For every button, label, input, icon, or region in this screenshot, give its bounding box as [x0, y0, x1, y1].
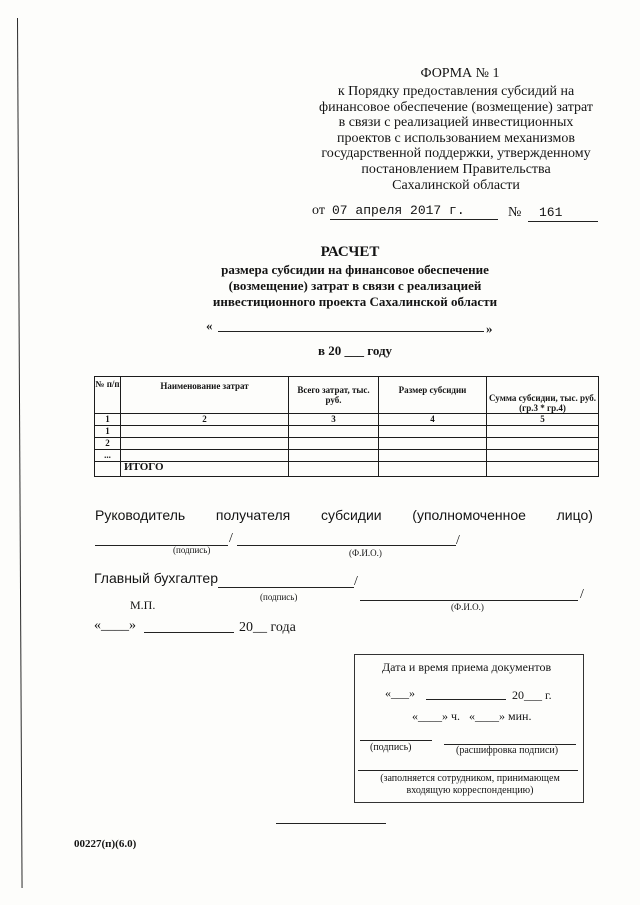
- appendix-line: в связи с реализацией инвестиционных: [338, 115, 574, 131]
- project-quote-close: »: [486, 321, 493, 336]
- column-number: 3: [289, 414, 379, 426]
- appendix-line: Сахалинской области: [392, 177, 520, 193]
- head-signature-caption: (подпись): [173, 545, 211, 555]
- table-row: [95, 426, 599, 438]
- column-number: 4: [379, 414, 487, 426]
- col-header-number: № п/п: [95, 377, 121, 414]
- table-header-row: [95, 377, 599, 414]
- receipt-signature-line: [360, 740, 432, 741]
- receipt-time-minutes: «____» мин.: [469, 709, 532, 723]
- form-number: ФОРМА № 1: [420, 66, 500, 81]
- head-label-word: субсидии: [320, 507, 382, 523]
- project-name-line: [218, 331, 484, 332]
- row-number: 2: [95, 438, 121, 450]
- appendix-line: постановлением Правительства: [361, 161, 551, 177]
- date-underline: [330, 219, 498, 220]
- column-number: 5: [487, 414, 599, 426]
- head-label-word: Руководитель: [95, 507, 186, 523]
- document-heading: РАСЧЕТ: [320, 244, 380, 260]
- stamp-place-label: М.П.: [130, 598, 156, 612]
- order-date: 07 апреля 2017 г.: [332, 203, 465, 218]
- receipt-note-line-text: входящую корреспонденцию): [406, 785, 534, 796]
- appendix-line: проектов с использованием механизмов: [337, 130, 575, 146]
- receipt-note-line: [358, 770, 578, 771]
- head-fio-caption: (Ф.И.О.): [349, 548, 382, 558]
- receipt-note: [360, 773, 580, 797]
- sign-date-year: 20__ года: [239, 620, 296, 635]
- col-header-subsidy-amount: Сумма субсидии, тыс. руб. (гр.3 * гр.4): [487, 377, 599, 414]
- accountant-label: Главный бухгалтер: [94, 570, 218, 586]
- subtitle-line: инвестиционного проекта Сахалинской области: [212, 294, 498, 309]
- head-label-word: (уполномоченное: [412, 507, 526, 523]
- accountant-fio-caption: (Ф.И.О.): [451, 602, 484, 612]
- document-subtitle: [160, 262, 550, 310]
- receipt-note-line-text: (заполняется сотрудником, принимающем: [380, 773, 560, 784]
- date-prefix: от: [312, 203, 325, 218]
- table-row: [95, 438, 599, 450]
- column-number: 1: [95, 414, 121, 426]
- form-code: 00227(п)(6.0): [74, 838, 137, 850]
- column-number: 2: [121, 414, 289, 426]
- column-number-row: [95, 414, 599, 426]
- head-label-word: получателя: [215, 507, 291, 523]
- number-sign: №: [508, 205, 522, 220]
- col-header-total: Всего затрат, тыс. руб.: [289, 377, 379, 414]
- head-fio-line: [237, 545, 456, 546]
- receipt-time-hours: «____» ч.: [412, 709, 461, 723]
- subtitle-line: размера субсидии на финансовое обеспечение: [221, 262, 489, 277]
- head-slash-end: /: [456, 533, 460, 548]
- accountant-fio-line: [360, 600, 578, 601]
- receipt-date-year: 20___ г.: [512, 688, 552, 702]
- accountant-slash-end: /: [580, 587, 584, 602]
- accountant-signature-caption: (подпись): [260, 592, 298, 602]
- receipt-title: Дата и время приема документов: [382, 660, 552, 674]
- year-line: в 20 ___ году: [317, 343, 393, 358]
- row-number: 1: [95, 426, 121, 438]
- total-label: ИТОГО: [121, 462, 289, 477]
- sign-date-month-line: [144, 632, 234, 633]
- receipt-date-open: «___»: [385, 686, 415, 700]
- order-number: 161: [539, 205, 563, 220]
- accountant-signature-line: [218, 587, 354, 588]
- col-header-subsidy-rate: Размер субсидии: [379, 377, 487, 414]
- head-slash: /: [229, 531, 233, 546]
- head-signature-label: [95, 507, 593, 523]
- receipt-date-month-line: [426, 699, 506, 700]
- scan-page-edge: [17, 18, 23, 888]
- receipt-decode-caption: (расшифровка подписи): [456, 745, 559, 756]
- sign-date-open: «____»: [94, 618, 136, 633]
- appendix-line: государственной поддержки, утвержденному: [321, 146, 591, 162]
- row-number: ...: [95, 450, 121, 462]
- total-row: [95, 462, 599, 477]
- number-underline: [528, 221, 598, 222]
- appendix-line: к Порядку предоставления субсидий на: [337, 84, 575, 99]
- subtitle-line: (возмещение) затрат в связи с реализацией: [228, 278, 482, 293]
- calculation-table: [94, 376, 599, 477]
- footer-rule: [276, 823, 386, 824]
- appendix-text: [306, 84, 606, 193]
- head-label-word: лицо): [556, 507, 593, 523]
- project-quote-open: «: [206, 318, 213, 333]
- table-row: [95, 450, 599, 462]
- accountant-slash: /: [354, 574, 358, 589]
- col-header-expense-name: Наименование затрат: [121, 377, 289, 414]
- appendix-line: финансовое обеспечение (возмещение) затрат: [319, 99, 593, 115]
- receipt-signature-caption: (подпись): [370, 742, 412, 753]
